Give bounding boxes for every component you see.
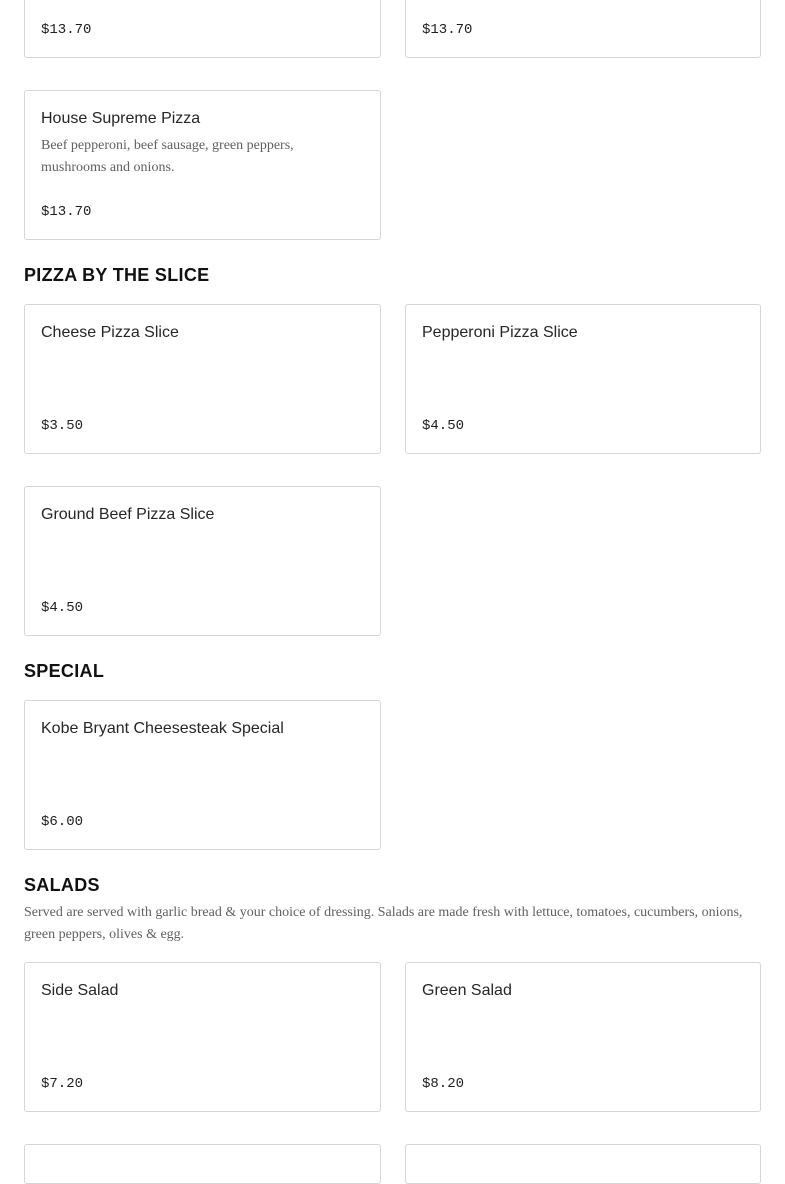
section-title-salads: SALADS [24,875,100,895]
item-name: Green Salad [422,982,512,999]
menu-item-card[interactable] [24,0,381,58]
item-price: $3.50 [41,418,84,434]
section-title-special: SPECIAL [24,661,105,681]
item-price: $13.70 [41,204,92,220]
menu-item-card[interactable] [405,962,761,1112]
item-price: $7.20 [41,1076,84,1092]
menu-item-card[interactable] [24,962,381,1112]
section-description: Served are served with garlic bread & your choice of dressing. Salads are made fresh with lettuce, tomatoes, cucumbers, onions, green peppers, olives & egg. [24,905,743,942]
item-name: Kobe Bryant Cheesesteak Special [41,720,284,737]
item-price: $8.20 [422,1076,465,1092]
item-name: Ground Beef Pizza Slice [41,506,215,523]
item-price: $13.70 [41,22,92,38]
menu-item-card[interactable] [24,1144,381,1184]
item-price: $4.50 [422,418,465,434]
item-price: $13.70 [422,22,473,38]
item-price: $6.00 [41,814,84,830]
menu-item-card[interactable] [24,700,381,850]
item-name: Side Salad [41,982,119,999]
item-name: Cheese Pizza Slice [41,324,179,341]
item-name: Pepperoni Pizza Slice [422,324,578,341]
menu-item-card[interactable] [24,90,381,240]
section-title-pizza-by-the-slice: PIZZA BY THE SLICE [24,265,210,285]
menu-item-card[interactable] [24,486,381,636]
item-name: House Supreme Pizza [41,110,201,127]
menu-item-card[interactable] [24,304,381,454]
item-description: Beef pepperoni, beef sausage, green peppers, mushrooms and onions. [41,138,294,175]
item-price: $4.50 [41,600,84,616]
menu-item-card[interactable] [405,1144,761,1184]
menu-item-card[interactable] [405,304,761,454]
menu-item-card[interactable] [405,0,761,58]
